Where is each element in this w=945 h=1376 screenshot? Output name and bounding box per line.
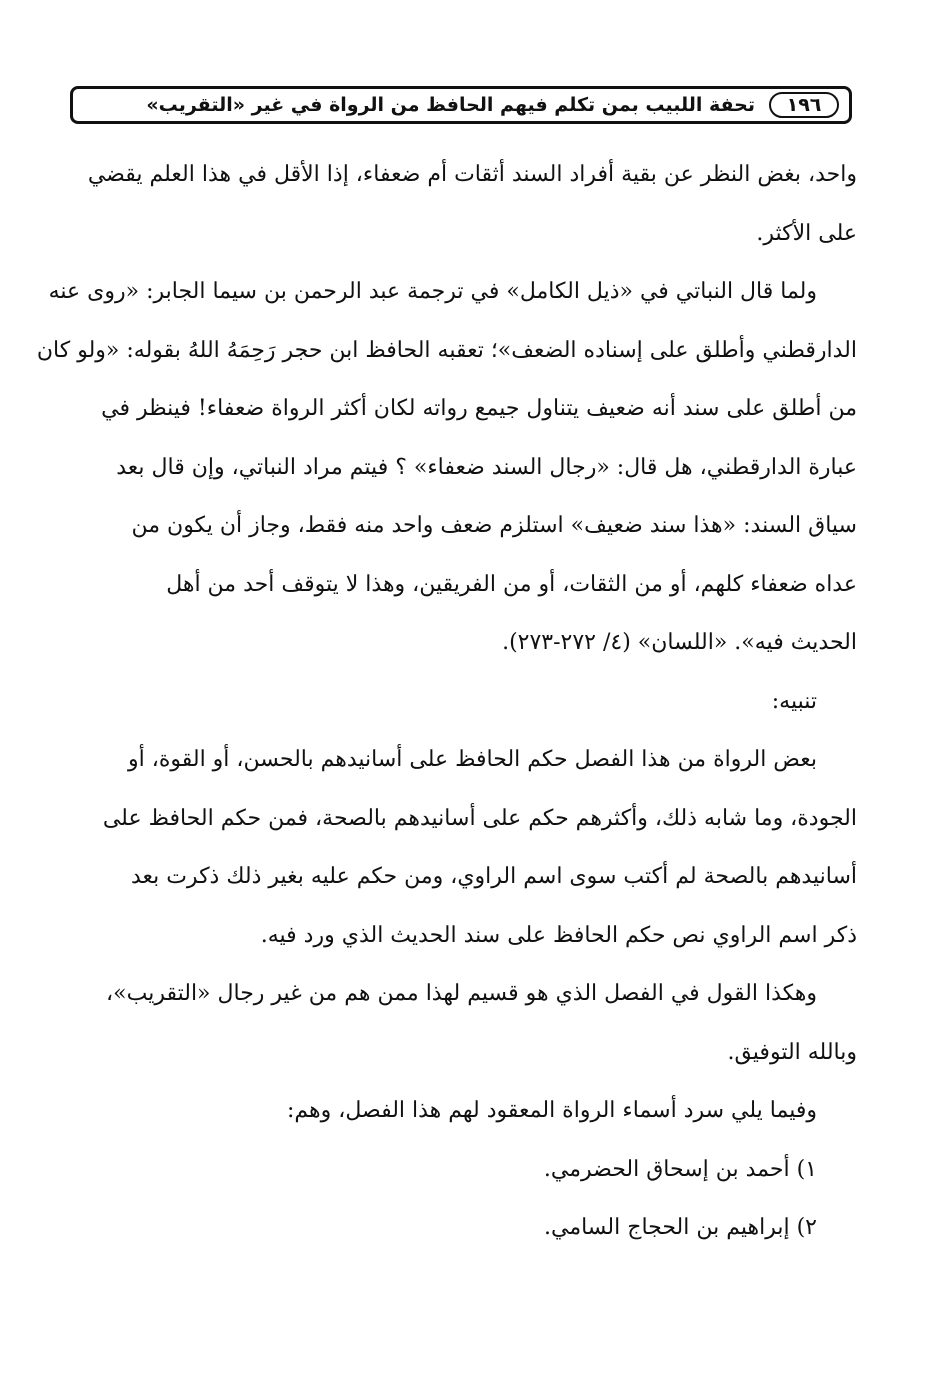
- text-line: الحديث فيه». «اللسان» (٤/ ٢٧٢-٢٧٣).: [502, 630, 857, 655]
- text-line: وفيما يلي سرد أسماء الرواة المعقود لهم هذا الفصل، وهم:: [286, 1098, 817, 1123]
- text-line: وبالله التوفيق.: [727, 1039, 857, 1065]
- page-body: [36, 150, 857, 1262]
- text-line: عبارة الدارقطني، هل قال: «رجال السند ضعفاء» ؟ فيتم مراد النباتي، وإن قال بعد: [116, 454, 857, 480]
- page-number-badge: [769, 92, 839, 118]
- text-line: عداه ضعفاء كلهم، أو من الثقات، أو من الفريقين، وهذا لا يتوقف أحد من أهل: [166, 571, 857, 597]
- list-item: ٢) إبراهيم بن الحجاج السامي.: [543, 1215, 817, 1240]
- text-line: ذكر اسم الراوي نص حكم الحافظ على سند الحديث الذي ورد فيه.: [260, 922, 857, 948]
- note-heading: تنبيه:: [771, 688, 817, 714]
- text-line: أسانيدهم بالصحة لم أكتب سوى اسم الراوي، ومن حكم عليه بغير ذلك ذكرت بعد: [130, 864, 857, 889]
- text-line: واحد، بغض النظر عن بقية أفراد السند أثقات أم ضعفاء، إذا الأقل في هذا العلم يقضي: [87, 162, 857, 187]
- text-line: وهكذا القول في الفصل الذي هو قسيم لهذا ممن هم من غير رجال «التقريب»،: [106, 981, 817, 1006]
- text-line: على الأكثر.: [756, 220, 857, 246]
- text-line: سياق السند: «هذا سند ضعيف» استلزم ضعف واحد منه فقط، وجاز أن يكون من: [131, 513, 857, 538]
- text-line: بعض الرواة من هذا الفصل حكم الحافظ على أسانيدهم بالحسن، أو القوة، أو: [128, 747, 817, 772]
- running-header: [70, 86, 852, 124]
- book-title: تحفة اللبيب بمن تكلم فيهم الحافظ من الرواة في غير «التقريب»: [146, 94, 755, 116]
- list-item: ١) أحمد بن إسحاق الحضرمي.: [543, 1156, 817, 1182]
- page-number: ١٩٦: [786, 94, 822, 116]
- text-line: ولما قال النباتي في «ذيل الكامل» في ترجمة عبد الرحمن بن سيما الجابر: «روى عنه: [48, 279, 817, 304]
- text-line: من أطلق على سند أنه ضعيف يتناول جيمع رواته لكان أكثر الرواة ضعفاء! فينظر في: [101, 396, 857, 421]
- text-line: الجودة، وما شابه ذلك، وأكثرهم حكم على أسانيدهم بالصحة، فمن حكم الحافظ على: [102, 805, 857, 831]
- text-line: الدارقطني وأطلق على إسناده الضعف»؛ تعقبه الحافظ ابن حجر رَحِمَهُ اللهُ بقوله: «ولو كان: [36, 337, 857, 363]
